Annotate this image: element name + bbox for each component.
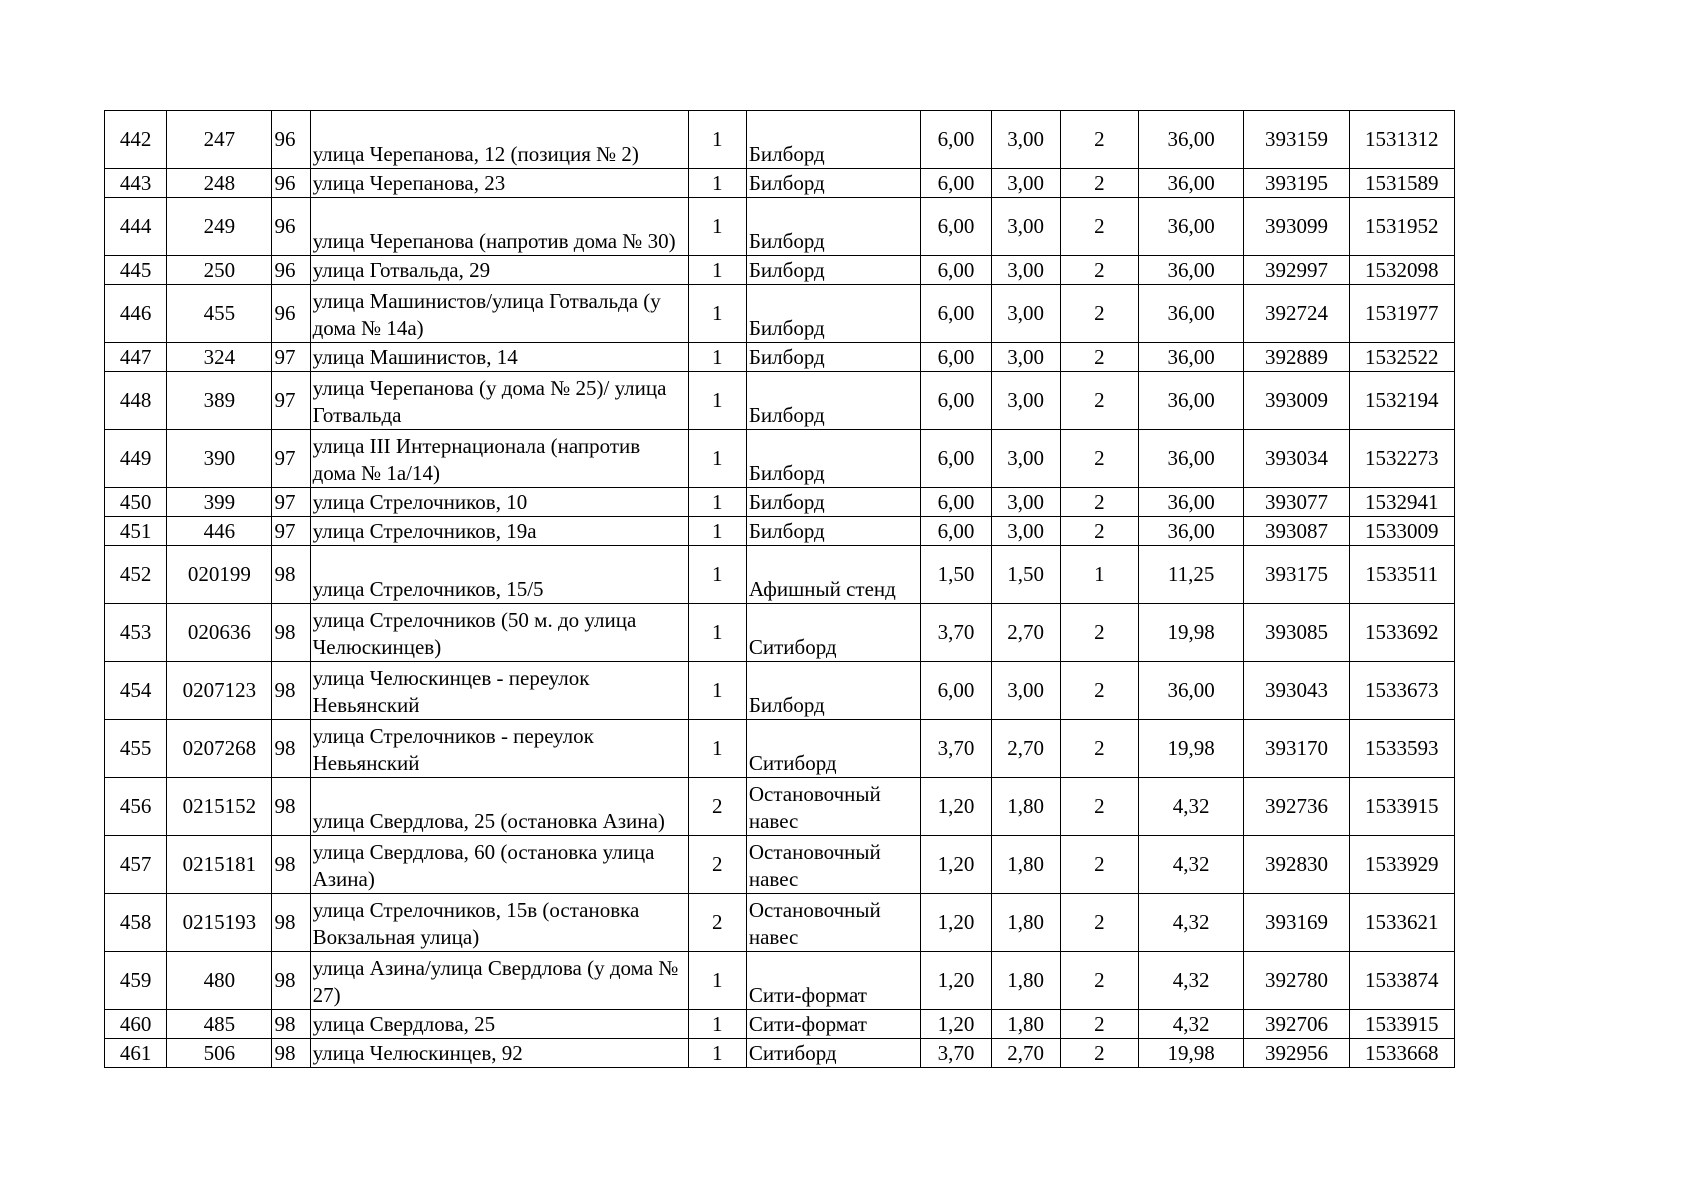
area-value: 36,00 [1139, 430, 1244, 488]
sides-count: 1 [688, 256, 746, 285]
y-coordinate: 1533915 [1349, 1010, 1454, 1039]
y-coordinate: 1532522 [1349, 343, 1454, 372]
y-coordinate: 1532194 [1349, 372, 1454, 430]
row-number: 449 [105, 430, 167, 488]
y-coordinate: 1533929 [1349, 836, 1454, 894]
width-value: 3,70 [921, 604, 991, 662]
fields-count: 2 [1060, 517, 1138, 546]
area-value: 4,32 [1139, 836, 1244, 894]
structure-code: 324 [167, 343, 272, 372]
width-value: 1,20 [921, 1010, 991, 1039]
structure-code: 485 [167, 1010, 272, 1039]
area-value: 36,00 [1139, 285, 1244, 343]
zone-number: 97 [272, 343, 310, 372]
address: улица Стрелочников, 19а [310, 517, 688, 546]
sides-count: 1 [688, 343, 746, 372]
fields-count: 2 [1060, 488, 1138, 517]
x-coordinate: 392724 [1244, 285, 1349, 343]
row-number: 447 [105, 343, 167, 372]
sides-count: 1 [688, 111, 746, 169]
structure-type: Билборд [746, 256, 921, 285]
structure-type: Билборд [746, 517, 921, 546]
fields-count: 2 [1060, 720, 1138, 778]
height-value: 3,00 [991, 517, 1060, 546]
sides-count: 1 [688, 169, 746, 198]
table-row [105, 111, 1455, 169]
zone-number: 98 [272, 1039, 310, 1068]
area-value: 36,00 [1139, 198, 1244, 256]
area-value: 4,32 [1139, 1010, 1244, 1039]
zone-number: 96 [272, 198, 310, 256]
table-row [105, 256, 1455, 285]
height-value: 1,50 [991, 546, 1060, 604]
fields-count: 2 [1060, 778, 1138, 836]
width-value: 6,00 [921, 256, 991, 285]
address: улица Азина/улица Свердлова (у дома № 27) [310, 952, 688, 1010]
y-coordinate: 1531952 [1349, 198, 1454, 256]
row-number: 450 [105, 488, 167, 517]
fields-count: 2 [1060, 1039, 1138, 1068]
structure-code: 250 [167, 256, 272, 285]
table-row [105, 836, 1455, 894]
row-number: 453 [105, 604, 167, 662]
address: улица Черепанова (у дома № 25)/ улица Готвальда [310, 372, 688, 430]
y-coordinate: 1531977 [1349, 285, 1454, 343]
area-value: 36,00 [1139, 662, 1244, 720]
width-value: 6,00 [921, 662, 991, 720]
table-row [105, 720, 1455, 778]
fields-count: 2 [1060, 836, 1138, 894]
address: улица Черепанова, 23 [310, 169, 688, 198]
row-number: 446 [105, 285, 167, 343]
table-row [105, 517, 1455, 546]
height-value: 1,80 [991, 778, 1060, 836]
x-coordinate: 393175 [1244, 546, 1349, 604]
row-number: 443 [105, 169, 167, 198]
zone-number: 98 [272, 546, 310, 604]
structure-type: Остановочный навес [746, 778, 921, 836]
x-coordinate: 392997 [1244, 256, 1349, 285]
sides-count: 1 [688, 720, 746, 778]
y-coordinate: 1533668 [1349, 1039, 1454, 1068]
y-coordinate: 1533593 [1349, 720, 1454, 778]
area-value: 11,25 [1139, 546, 1244, 604]
width-value: 6,00 [921, 111, 991, 169]
width-value: 1,50 [921, 546, 991, 604]
structure-code: 0207123 [167, 662, 272, 720]
x-coordinate: 393169 [1244, 894, 1349, 952]
zone-number: 97 [272, 517, 310, 546]
address: улица Челюскинцев - переулок Невьянский [310, 662, 688, 720]
sides-count: 2 [688, 836, 746, 894]
area-value: 4,32 [1139, 894, 1244, 952]
width-value: 1,20 [921, 778, 991, 836]
table-row [105, 952, 1455, 1010]
y-coordinate: 1532098 [1349, 256, 1454, 285]
address: улица Машинистов/улица Готвальда (у дома № 14а) [310, 285, 688, 343]
y-coordinate: 1531589 [1349, 169, 1454, 198]
structure-code: 247 [167, 111, 272, 169]
x-coordinate: 392706 [1244, 1010, 1349, 1039]
row-number: 451 [105, 517, 167, 546]
width-value: 1,20 [921, 894, 991, 952]
area-value: 36,00 [1139, 256, 1244, 285]
y-coordinate: 1533692 [1349, 604, 1454, 662]
structure-type: Ситиборд [746, 1039, 921, 1068]
zone-number: 96 [272, 169, 310, 198]
zone-number: 98 [272, 778, 310, 836]
height-value: 2,70 [991, 720, 1060, 778]
structure-type: Билборд [746, 111, 921, 169]
zone-number: 98 [272, 952, 310, 1010]
structure-code: 506 [167, 1039, 272, 1068]
advertising-structures-table [104, 110, 1455, 1068]
height-value: 3,00 [991, 343, 1060, 372]
structure-type: Билборд [746, 285, 921, 343]
area-value: 36,00 [1139, 372, 1244, 430]
y-coordinate: 1531312 [1349, 111, 1454, 169]
height-value: 3,00 [991, 430, 1060, 488]
structure-type: Билборд [746, 372, 921, 430]
table-row [105, 198, 1455, 256]
address: улица Свердлова, 25 (остановка Азина) [310, 778, 688, 836]
x-coordinate: 392830 [1244, 836, 1349, 894]
table-row [105, 488, 1455, 517]
area-value: 36,00 [1139, 111, 1244, 169]
fields-count: 2 [1060, 256, 1138, 285]
address: улица Челюскинцев, 92 [310, 1039, 688, 1068]
height-value: 2,70 [991, 604, 1060, 662]
width-value: 6,00 [921, 169, 991, 198]
y-coordinate: 1533915 [1349, 778, 1454, 836]
structure-type: Афишный стенд [746, 546, 921, 604]
address: улица Черепанова, 12 (позиция № 2) [310, 111, 688, 169]
table-row [105, 1010, 1455, 1039]
structure-code: 0215181 [167, 836, 272, 894]
structure-code: 446 [167, 517, 272, 546]
width-value: 6,00 [921, 285, 991, 343]
x-coordinate: 393009 [1244, 372, 1349, 430]
structure-code: 0207268 [167, 720, 272, 778]
structure-type: Сити-формат [746, 1010, 921, 1039]
fields-count: 2 [1060, 372, 1138, 430]
table-row [105, 343, 1455, 372]
row-number: 461 [105, 1039, 167, 1068]
x-coordinate: 392956 [1244, 1039, 1349, 1068]
height-value: 3,00 [991, 169, 1060, 198]
zone-number: 98 [272, 894, 310, 952]
row-number: 444 [105, 198, 167, 256]
fields-count: 1 [1060, 546, 1138, 604]
address: улица Готвальда, 29 [310, 256, 688, 285]
address: улица Свердлова, 60 (остановка улица Азина) [310, 836, 688, 894]
y-coordinate: 1533511 [1349, 546, 1454, 604]
structure-type: Сити-формат [746, 952, 921, 1010]
fields-count: 2 [1060, 662, 1138, 720]
sides-count: 1 [688, 517, 746, 546]
table-row [105, 372, 1455, 430]
x-coordinate: 392889 [1244, 343, 1349, 372]
row-number: 456 [105, 778, 167, 836]
area-value: 36,00 [1139, 488, 1244, 517]
address: улица Черепанова (напротив дома № 30) [310, 198, 688, 256]
width-value: 1,20 [921, 836, 991, 894]
x-coordinate: 393170 [1244, 720, 1349, 778]
zone-number: 98 [272, 662, 310, 720]
fields-count: 2 [1060, 1010, 1138, 1039]
height-value: 1,80 [991, 952, 1060, 1010]
fields-count: 2 [1060, 198, 1138, 256]
address: улица Свердлова, 25 [310, 1010, 688, 1039]
sides-count: 1 [688, 372, 746, 430]
row-number: 448 [105, 372, 167, 430]
structure-code: 399 [167, 488, 272, 517]
address: улица Стрелочников - переулок Невьянский [310, 720, 688, 778]
area-value: 19,98 [1139, 1039, 1244, 1068]
row-number: 458 [105, 894, 167, 952]
fields-count: 2 [1060, 285, 1138, 343]
x-coordinate: 393077 [1244, 488, 1349, 517]
sides-count: 1 [688, 952, 746, 1010]
area-value: 19,98 [1139, 720, 1244, 778]
fields-count: 2 [1060, 952, 1138, 1010]
table-row [105, 778, 1455, 836]
width-value: 6,00 [921, 372, 991, 430]
height-value: 3,00 [991, 111, 1060, 169]
height-value: 3,00 [991, 662, 1060, 720]
zone-number: 98 [272, 836, 310, 894]
address: улица Стрелочников, 15/5 [310, 546, 688, 604]
sides-count: 1 [688, 546, 746, 604]
sides-count: 1 [688, 430, 746, 488]
fields-count: 2 [1060, 604, 1138, 662]
height-value: 1,80 [991, 836, 1060, 894]
height-value: 3,00 [991, 372, 1060, 430]
structure-code: 249 [167, 198, 272, 256]
structure-type: Остановочный навес [746, 836, 921, 894]
x-coordinate: 393195 [1244, 169, 1349, 198]
width-value: 6,00 [921, 430, 991, 488]
row-number: 459 [105, 952, 167, 1010]
y-coordinate: 1533621 [1349, 894, 1454, 952]
x-coordinate: 393159 [1244, 111, 1349, 169]
area-value: 36,00 [1139, 169, 1244, 198]
address: улица Машинистов, 14 [310, 343, 688, 372]
structure-code: 455 [167, 285, 272, 343]
y-coordinate: 1533009 [1349, 517, 1454, 546]
structure-code: 020199 [167, 546, 272, 604]
structure-type: Ситиборд [746, 604, 921, 662]
structure-code: 248 [167, 169, 272, 198]
sides-count: 2 [688, 778, 746, 836]
structure-type: Ситиборд [746, 720, 921, 778]
area-value: 36,00 [1139, 343, 1244, 372]
zone-number: 98 [272, 604, 310, 662]
area-value: 4,32 [1139, 952, 1244, 1010]
width-value: 6,00 [921, 343, 991, 372]
x-coordinate: 392780 [1244, 952, 1349, 1010]
sides-count: 1 [688, 285, 746, 343]
table-row [105, 894, 1455, 952]
zone-number: 98 [272, 720, 310, 778]
height-value: 3,00 [991, 488, 1060, 517]
y-coordinate: 1532941 [1349, 488, 1454, 517]
area-value: 36,00 [1139, 517, 1244, 546]
sides-count: 1 [688, 1010, 746, 1039]
height-value: 3,00 [991, 256, 1060, 285]
width-value: 3,70 [921, 720, 991, 778]
structure-code: 389 [167, 372, 272, 430]
sides-count: 1 [688, 604, 746, 662]
table-row [105, 430, 1455, 488]
fields-count: 2 [1060, 343, 1138, 372]
table-row [105, 169, 1455, 198]
zone-number: 96 [272, 111, 310, 169]
sides-count: 2 [688, 894, 746, 952]
row-number: 442 [105, 111, 167, 169]
y-coordinate: 1533874 [1349, 952, 1454, 1010]
width-value: 1,20 [921, 952, 991, 1010]
x-coordinate: 393085 [1244, 604, 1349, 662]
y-coordinate: 1533673 [1349, 662, 1454, 720]
width-value: 3,70 [921, 1039, 991, 1068]
structure-type: Билборд [746, 169, 921, 198]
address: улица III Интернационала (напротив дома № 1а/14) [310, 430, 688, 488]
sides-count: 1 [688, 488, 746, 517]
zone-number: 98 [272, 1010, 310, 1039]
zone-number: 97 [272, 372, 310, 430]
row-number: 460 [105, 1010, 167, 1039]
address: улица Стрелочников, 10 [310, 488, 688, 517]
fields-count: 2 [1060, 169, 1138, 198]
height-value: 1,80 [991, 894, 1060, 952]
row-number: 457 [105, 836, 167, 894]
row-number: 452 [105, 546, 167, 604]
address: улица Стрелочников (50 м. до улица Челюскинцев) [310, 604, 688, 662]
row-number: 445 [105, 256, 167, 285]
fields-count: 2 [1060, 894, 1138, 952]
address: улица Стрелочников, 15в (остановка Вокзальная улица) [310, 894, 688, 952]
x-coordinate: 392736 [1244, 778, 1349, 836]
fields-count: 2 [1060, 111, 1138, 169]
structure-type: Билборд [746, 662, 921, 720]
area-value: 4,32 [1139, 778, 1244, 836]
fields-count: 2 [1060, 430, 1138, 488]
x-coordinate: 393099 [1244, 198, 1349, 256]
width-value: 6,00 [921, 517, 991, 546]
x-coordinate: 393087 [1244, 517, 1349, 546]
height-value: 1,80 [991, 1010, 1060, 1039]
height-value: 3,00 [991, 198, 1060, 256]
width-value: 6,00 [921, 198, 991, 256]
row-number: 454 [105, 662, 167, 720]
y-coordinate: 1532273 [1349, 430, 1454, 488]
row-number: 455 [105, 720, 167, 778]
zone-number: 97 [272, 488, 310, 517]
height-value: 3,00 [991, 285, 1060, 343]
structure-type: Билборд [746, 488, 921, 517]
structure-code: 480 [167, 952, 272, 1010]
structure-code: 0215193 [167, 894, 272, 952]
x-coordinate: 393043 [1244, 662, 1349, 720]
table-row [105, 662, 1455, 720]
table-row [105, 1039, 1455, 1068]
structure-type: Билборд [746, 343, 921, 372]
table-row [105, 285, 1455, 343]
zone-number: 96 [272, 285, 310, 343]
table-row [105, 604, 1455, 662]
zone-number: 97 [272, 430, 310, 488]
sides-count: 1 [688, 662, 746, 720]
x-coordinate: 393034 [1244, 430, 1349, 488]
zone-number: 96 [272, 256, 310, 285]
sides-count: 1 [688, 1039, 746, 1068]
structure-type: Билборд [746, 430, 921, 488]
width-value: 6,00 [921, 488, 991, 517]
structure-code: 390 [167, 430, 272, 488]
height-value: 2,70 [991, 1039, 1060, 1068]
structure-type: Остановочный навес [746, 894, 921, 952]
sides-count: 1 [688, 198, 746, 256]
structure-code: 0215152 [167, 778, 272, 836]
table-row [105, 546, 1455, 604]
area-value: 19,98 [1139, 604, 1244, 662]
structure-type: Билборд [746, 198, 921, 256]
structure-code: 020636 [167, 604, 272, 662]
